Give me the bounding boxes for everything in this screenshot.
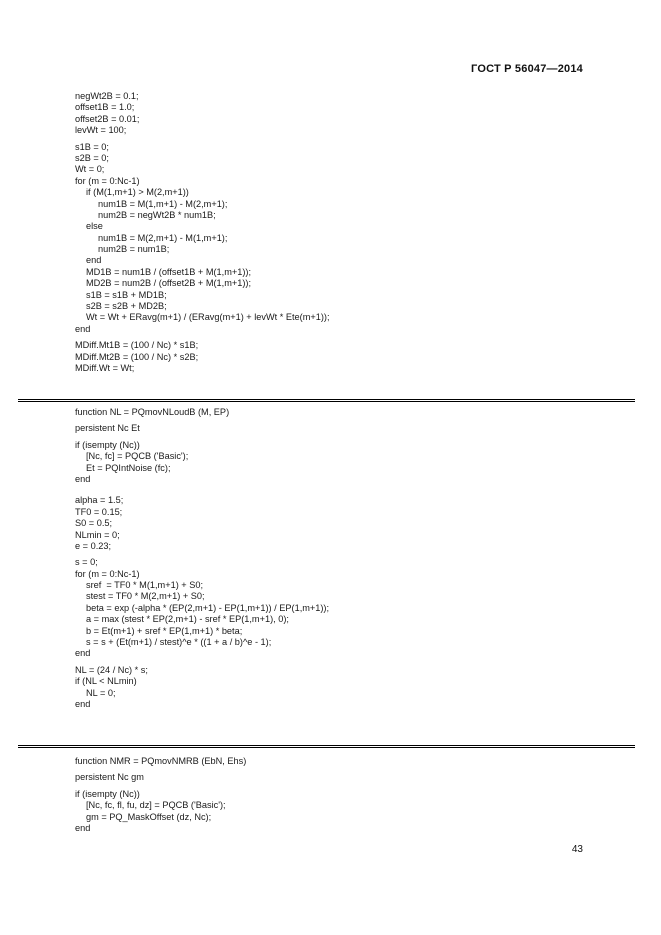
code-line: s1B = s1B + MD1B; — [86, 289, 167, 300]
code-block-pqmovnloudb — [75, 407, 329, 710]
code-line: [Nc, fc, fl, fu, dz] = PQCB ('Basic'); — [86, 800, 226, 811]
code-line: b = Et(m+1) + sref * EP(1,m+1) * beta; — [86, 625, 243, 636]
code-line: for (m = 0:Nc-1) — [75, 568, 140, 579]
code-line: if (isempty (Nc)) — [75, 788, 140, 799]
code-line: s1B = 0; — [75, 141, 109, 152]
code-line: num2B = negWt2B * num1B; — [98, 209, 216, 220]
section-divider — [18, 745, 635, 746]
code-line: s = s + (Et(m+1) / stest)^e * ((1 + a / b)^e - 1); — [86, 637, 272, 648]
code-block-pqmovnmrb — [75, 756, 246, 834]
code-line: end — [75, 323, 91, 334]
code-line: alpha = 1.5; — [75, 495, 124, 506]
code-line: s = 0; — [75, 557, 98, 568]
code-line: persistent Nc Et — [75, 423, 140, 434]
code-line: levWt = 100; — [75, 125, 127, 136]
code-line: MD2B = num2B / (offset2B + M(1,m+1)); — [86, 278, 252, 289]
code-line: e = 0.23; — [75, 540, 112, 551]
code-line: Et = PQIntNoise (fc); — [86, 462, 171, 473]
code-block-movdiff — [75, 91, 330, 374]
code-line: if (isempty (Nc)) — [75, 439, 140, 450]
code-line: MDiff.Mt2B = (100 / Nc) * s2B; — [75, 351, 199, 362]
code-line: TF0 = 0.15; — [75, 506, 123, 517]
code-line: MD1B = num1B / (offset1B + M(1,m+1)); — [86, 266, 252, 277]
code-line: end — [75, 648, 91, 659]
code-line: end — [75, 473, 91, 484]
code-line: end — [86, 255, 102, 266]
code-line: end — [75, 698, 91, 709]
code-line: sref = TF0 * M(1,m+1) + S0; — [86, 580, 204, 591]
code-line: if (M(1,m+1) > M(2,m+1)) — [86, 187, 189, 198]
code-line: if (NL < NLmin) — [75, 676, 137, 687]
code-line: MDiff.Wt = Wt; — [75, 362, 135, 373]
code-line: NL = (24 / Nc) * s; — [75, 664, 148, 675]
code-line: function NL = PQmovNLoudB (M, EP) — [75, 407, 230, 417]
code-line: offset1B = 1.0; — [75, 102, 135, 113]
code-line: else — [86, 221, 103, 232]
code-line: MDiff.Mt1B = (100 / Nc) * s1B; — [75, 340, 199, 351]
code-line: num1B = M(2,m+1) - M(1,m+1); — [98, 232, 228, 243]
code-line: persistent Nc gm — [75, 772, 144, 783]
code-line: end — [75, 822, 91, 833]
code-line: function NMR = PQmovNMRB (EbN, Ehs) — [75, 756, 247, 766]
code-line: Wt = Wt + ERavg(m+1) / (ERavg(m+1) + levWt * Ete(m+1)); — [86, 312, 330, 323]
code-line: beta = exp (-alpha * (EP(2,m+1) - EP(1,m+1)) / EP(1,m+1)); — [86, 602, 330, 613]
code-line: [Nc, fc] = PQCB ('Basic'); — [86, 451, 189, 462]
document-header: ГОСТ Р 56047—2014 — [471, 63, 583, 75]
section-divider — [18, 399, 635, 400]
code-line: NL = 0; — [86, 687, 116, 698]
code-line: Wt = 0; — [75, 164, 105, 175]
code-line: S0 = 0.5; — [75, 518, 113, 529]
code-line: num1B = M(1,m+1) - M(2,m+1); — [98, 198, 228, 209]
page-number: 43 — [571, 844, 583, 855]
code-line: for (m = 0:Nc-1) — [75, 175, 140, 186]
code-line: gm = PQ_MaskOffset (dz, Nc); — [86, 811, 212, 822]
code-line: s2B = s2B + MD2B; — [86, 301, 167, 312]
code-line: s2B = 0; — [75, 152, 109, 163]
code-line: NLmin = 0; — [75, 529, 120, 540]
code-line: a = max (stest * EP(2,m+1) - sref * EP(1,m+1), 0); — [86, 614, 289, 625]
code-line: stest = TF0 * M(2,m+1) + S0; — [86, 591, 205, 602]
code-line: negWt2B = 0.1; — [75, 91, 139, 101]
code-line: num2B = num1B; — [98, 244, 170, 255]
code-line: offset2B = 0.01; — [75, 113, 140, 124]
